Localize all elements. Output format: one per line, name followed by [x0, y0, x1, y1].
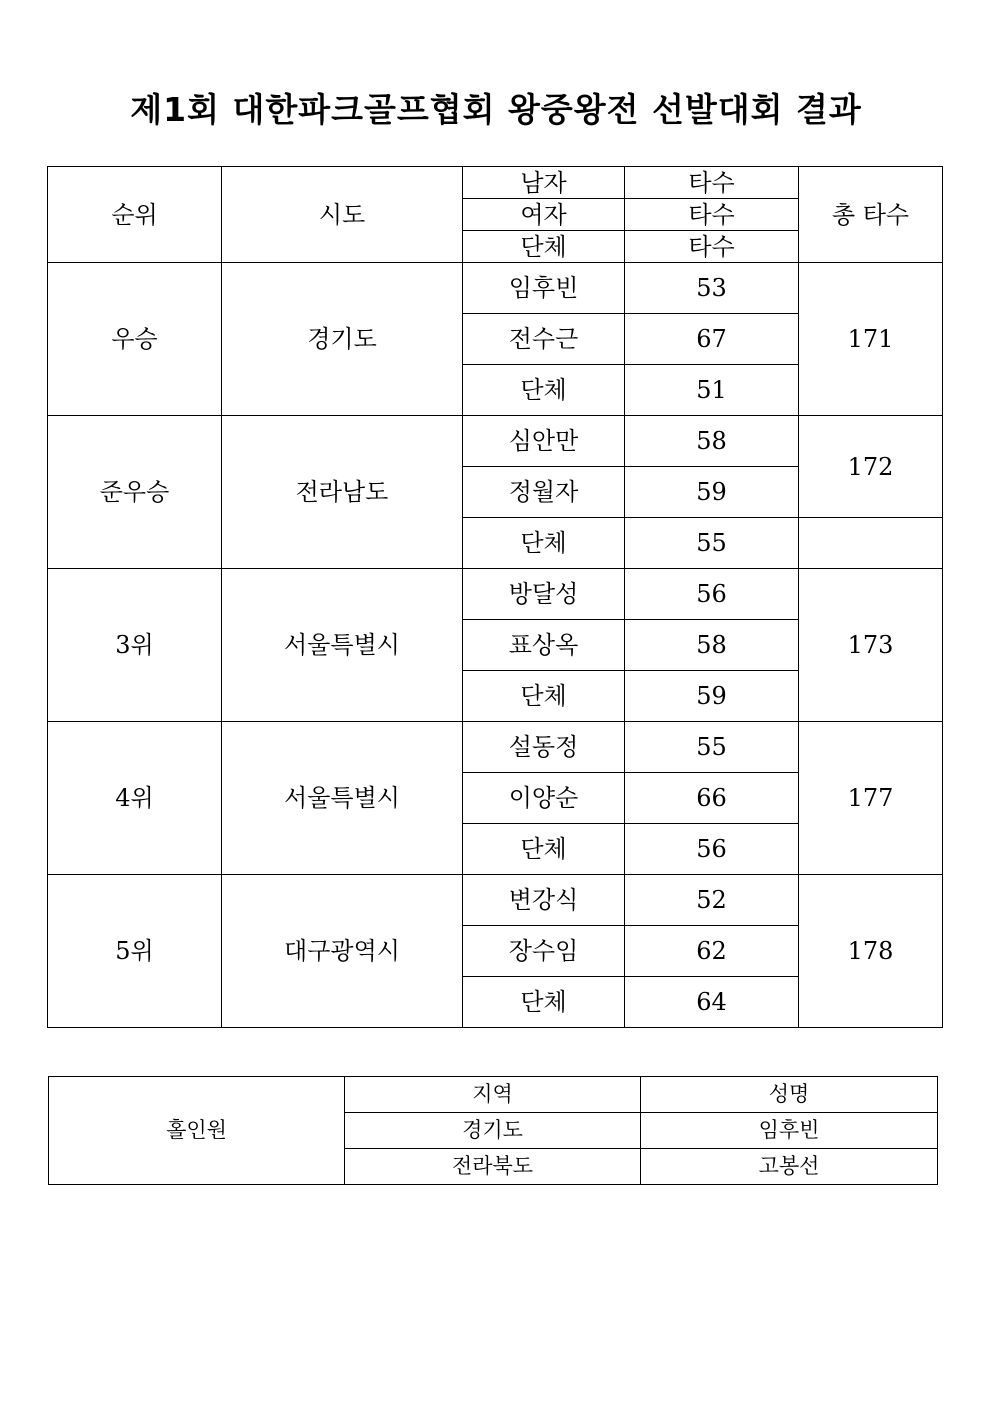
- player-name: 단체: [463, 977, 625, 1028]
- header-region: 시도: [222, 167, 463, 263]
- header-score: 타수: [625, 231, 799, 263]
- hole-region-cell: 경기도: [345, 1113, 641, 1149]
- table-row: [48, 569, 943, 620]
- total-score: 173: [799, 569, 943, 722]
- rank-cell: 4위: [48, 722, 222, 875]
- player-name: 이양순: [463, 773, 625, 824]
- player-score: 55: [625, 722, 799, 773]
- rank-cell: 준우승: [48, 416, 222, 569]
- header-team: 단체: [463, 231, 625, 263]
- player-name: 임후빈: [463, 263, 625, 314]
- rank-cell: 우승: [48, 263, 222, 416]
- table-row: [48, 263, 943, 314]
- total-empty-cell: [799, 518, 943, 569]
- table-row: [48, 875, 943, 926]
- header-hole-name: 성명: [641, 1077, 938, 1113]
- total-score: 171: [799, 263, 943, 416]
- player-name: 심안만: [463, 416, 625, 467]
- header-hole-region: 지역: [345, 1077, 641, 1113]
- player-name: 변강식: [463, 875, 625, 926]
- total-score: 172: [799, 416, 943, 518]
- region-cell: 전라남도: [222, 416, 463, 569]
- player-name: 표상옥: [463, 620, 625, 671]
- region-cell: 대구광역시: [222, 875, 463, 1028]
- table-row: [48, 416, 943, 467]
- player-score: 52: [625, 875, 799, 926]
- rank-cell: 3위: [48, 569, 222, 722]
- table-row: [49, 1077, 938, 1113]
- region-cell: 서울특별시: [222, 569, 463, 722]
- player-name: 정월자: [463, 467, 625, 518]
- player-score: 67: [625, 314, 799, 365]
- player-score: 58: [625, 416, 799, 467]
- player-score: 55: [625, 518, 799, 569]
- header-row: [48, 167, 943, 199]
- player-score: 56: [625, 824, 799, 875]
- table-row: [48, 722, 943, 773]
- player-name: 전수근: [463, 314, 625, 365]
- player-name: 단체: [463, 671, 625, 722]
- player-name: 단체: [463, 365, 625, 416]
- player-score: 56: [625, 569, 799, 620]
- total-score: 178: [799, 875, 943, 1028]
- hole-name-cell: 임후빈: [641, 1113, 938, 1149]
- region-cell: 경기도: [222, 263, 463, 416]
- player-score: 59: [625, 467, 799, 518]
- total-score: 177: [799, 722, 943, 875]
- rank-cell: 5위: [48, 875, 222, 1028]
- header-total: [799, 167, 943, 263]
- player-name: 장수임: [463, 926, 625, 977]
- player-score: 64: [625, 977, 799, 1028]
- player-score: 62: [625, 926, 799, 977]
- player-score: 66: [625, 773, 799, 824]
- player-score: 51: [625, 365, 799, 416]
- hole-name-cell: 고봉선: [641, 1149, 938, 1185]
- page-title: 제1회 대한파크골프협회 왕중왕전 선발대회 결과: [130, 90, 862, 129]
- results-table: [47, 166, 943, 1028]
- hole-in-one-table: [48, 1076, 938, 1185]
- hole-in-one-label: 홀인원: [49, 1077, 345, 1185]
- player-name: 단체: [463, 824, 625, 875]
- player-name: 방달성: [463, 569, 625, 620]
- player-name: 설동정: [463, 722, 625, 773]
- header-score: 타수: [625, 167, 799, 199]
- region-cell: 서울특별시: [222, 722, 463, 875]
- hole-region-cell: 전라북도: [345, 1149, 641, 1185]
- header-total-label: 총 타수: [831, 200, 910, 229]
- header-male: 남자: [463, 167, 625, 199]
- player-score: 58: [625, 620, 799, 671]
- player-score: 59: [625, 671, 799, 722]
- player-name: 단체: [463, 518, 625, 569]
- header-score: 타수: [625, 199, 799, 231]
- header-rank: 순위: [48, 167, 222, 263]
- player-score: 53: [625, 263, 799, 314]
- header-female: 여자: [463, 199, 625, 231]
